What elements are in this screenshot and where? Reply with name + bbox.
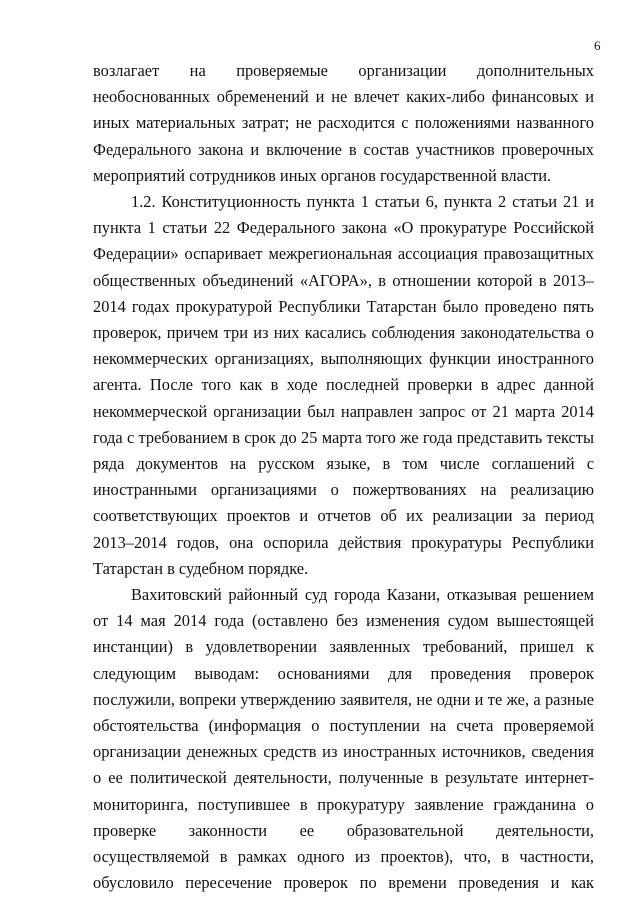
paragraph-continuation: возлагает на проверяемые организации дополнительных необоснованных обременений и не влечет каких-либо финансовых и иных материальных затрат; не расходится с положениями названного Федерального закона и включение в состав участников проверочных мероприятий сотрудников иных органов государственной власти. xyxy=(93,61,594,185)
paragraph-1-2: 1.2. Конституционность пункта 1 статьи 6, пункта 2 статьи 21 и пункта 1 статьи 22 Федерального закона «О прокуратуре Российской Федерации» оспаривает межрегиональная ассоциация правозащитных общественных объединений «АГОРА», в отношении которой в 2013–2014 годах прокуратурой Республики Татарстан было проведено пять проверок, причем три из них касались соблюдения законодательства о некоммерческих организациях, выполняющих функции иностранного агента. После того как в ходе последней проверки в адрес данной некоммерческой организации был направлен запрос от 21 марта 2014 года с требованием в срок до 25 марта того же года представить тексты ряда документов на русском языке, в том числе соглашений с иностранными организациями о пожертвованиях на реализацию соответствующих проектов и отчетов об их реализации за период 2013–2014 годов, она оспорила действия прокуратуры Республики Татарстан в судебном порядке. xyxy=(93,192,594,578)
paragraph-court-decision: Вахитовский районный суд города Казани, отказывая решением от 14 мая 2014 года (оставлено без изменения судом вышестоящей инстанции) в удовлетворении заявленных требований, пришел к следующим выводам: основаниями для проведения проверок послужили, вопреки утверждению заявителя, не одни и те же, а разные обстоятельства (информация о поступлении на счета проверяемой организации денежных средств из иностранных источников, сведения о ее политической деятельности, полученные в результате интернет-мониторинга, поступившее в прокуратуру заявление гражданина о проверке законности ее образовательной деятельности, осуществляемой в рамках одного из проектов), что, в частности, обусловило пересечение проверок по времени проведения и как xyxy=(93,585,594,893)
document-body xyxy=(93,58,594,897)
page-number: 6 xyxy=(594,38,601,53)
